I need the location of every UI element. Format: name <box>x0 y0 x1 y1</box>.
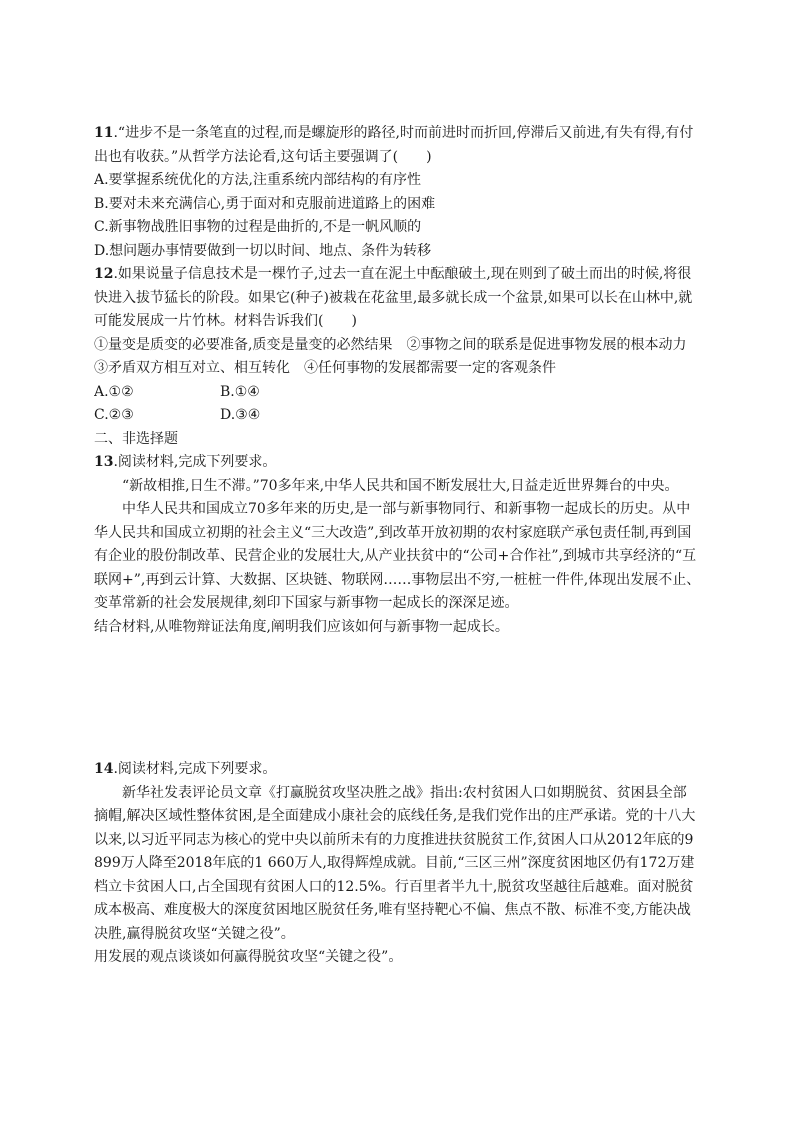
question-11-line-1: 11.“进步不是一条笔直的过程,而是螺旋形的路径,时而前进时而折回,停滞后又前进,有失有得,有付 <box>94 125 694 141</box>
option-c: C.新事物战胜旧事物的过程是曲折的,不是一帆风顺的 <box>94 219 422 235</box>
answer-space <box>94 639 700 758</box>
material-paragraph-2-line-1: 中华人民共和国成立70多年来的历史,是一部与新事物同行、和新事物一起成长的历史。从中 <box>122 501 691 517</box>
question-11-line-2: 出也有收获。”从哲学方法论看,这句话主要强调了( ) <box>94 148 432 165</box>
question-12-line-3: 可能发展成一片竹林。材料告诉我们( ) <box>94 313 357 329</box>
material-line-1: 新华社发表评论员文章《打赢脱贫攻坚决胜之战》指出:农村贫困人口如期脱贫、贫困县全部 <box>122 784 687 801</box>
options-row-2 <box>94 404 700 428</box>
question-13-prompt: 结合材料,从唯物辩证法角度,阐明我们应该如何与新事物一起成长。 <box>94 618 509 635</box>
material-line-3: 以来,以习近平同志为核心的党中央以前所未有的力度推进扶贫脱贫工作,贫困人口从2012年底的9 <box>94 831 694 848</box>
material-paragraph-2-line-2: 华人民共和国成立初期的社会主义“三大改造”,到改革开放初期的农村家庭联产承包责任制,再到国 <box>94 524 692 541</box>
question-14 <box>94 758 700 970</box>
statement-line-2: ③矛盾双方相互对立、相互转化 ④任何事物的发展都需要一定的客观条件 <box>94 360 556 376</box>
question-number: 11 <box>94 125 114 141</box>
material-line-2: 摘帽,解决区域性整体贫困,是全面建成小康社会的底线任务,是我们党作出的庄严承诺。党的十八大 <box>94 808 696 824</box>
material-line-4: 899万人降至2018年底的1 660万人,取得辉煌成就。目前,“三区三州”深度贫困地区仍有172万建 <box>94 855 695 871</box>
material-line-7: 决胜,赢得脱贫攻坚“关键之役”。 <box>94 925 295 942</box>
question-12 <box>94 263 700 428</box>
option-d: D.想问题办事情要做到一切以时间、地点、条件为转移 <box>94 242 432 259</box>
option-d: D.③④ <box>220 407 261 423</box>
option-a: A.要掌握系统优化的方法,注重系统内部结构的有序性 <box>94 172 422 188</box>
statement-line-1: ①量变是质变的必要准备,质变是量变的必然结果 ②事物之间的联系是促进事物发展的根本动力 <box>94 336 687 353</box>
options-row-1 <box>94 381 700 405</box>
question-number: 12 <box>94 266 114 282</box>
section-heading: 二、非选择题 <box>94 430 178 447</box>
question-13-title: 13.阅读材料,完成下列要求。 <box>94 454 277 470</box>
question-number: 13 <box>94 454 114 470</box>
material-paragraph-1: “新故相推,日生不滞。”70多年来,中华人民共和国不断发展壮大,日益走近世界舞台的中央。 <box>122 477 679 494</box>
material-line-6: 成本极高、难度极大的深度贫困地区脱贫任务,唯有坚持靶心不偏、焦点不散、标准不变,方能决战 <box>94 902 691 918</box>
option-b: B.①④ <box>220 383 260 400</box>
question-13 <box>94 451 700 639</box>
question-14-prompt: 用发展的观点谈谈如何赢得脱贫攻坚“关键之役”。 <box>94 949 403 965</box>
question-14-title: 14.阅读材料,完成下列要求。 <box>94 761 277 777</box>
question-12-line-1: 12.如果说量子信息技术是一棵竹子,过去一直在泥土中酝酿破土,现在则到了破土而出的时候,将很 <box>94 266 692 282</box>
question-11 <box>94 122 700 263</box>
document-content <box>94 122 700 970</box>
material-paragraph-2-line-3: 有企业的股份制改革、民营企业的发展壮大,从产业扶贫中的“公司+合作社”,到城市共享经济的“互 <box>94 548 697 564</box>
material-line-5: 档立卡贫困人口,占全国现有贫困人口的12.5%。行百里者半九十,脱贫攻坚越往后越难。面对脱贫 <box>94 878 694 895</box>
option-b: B.要对未来充满信心,勇于面对和克服前进道路上的困难 <box>94 195 436 212</box>
option-a: A.①② <box>94 383 134 400</box>
material-paragraph-2-line-4: 联网+”,再到云计算、大数据、区块链、物联网……事物层出不穷,一桩桩一件件,体现出发展不止、 <box>94 571 700 588</box>
option-c: C.②③ <box>94 407 134 423</box>
question-12-line-2: 快进入拔节猛长的阶段。如果它(种子)被栽在花盆里,最多就长成一个盆景,如果可以长在山林中,就 <box>94 289 693 306</box>
material-paragraph-2-line-5: 变革常新的社会发展规律,刻印下国家与新事物一起成长的深深足迹。 <box>94 595 519 611</box>
question-number: 14 <box>94 761 114 777</box>
